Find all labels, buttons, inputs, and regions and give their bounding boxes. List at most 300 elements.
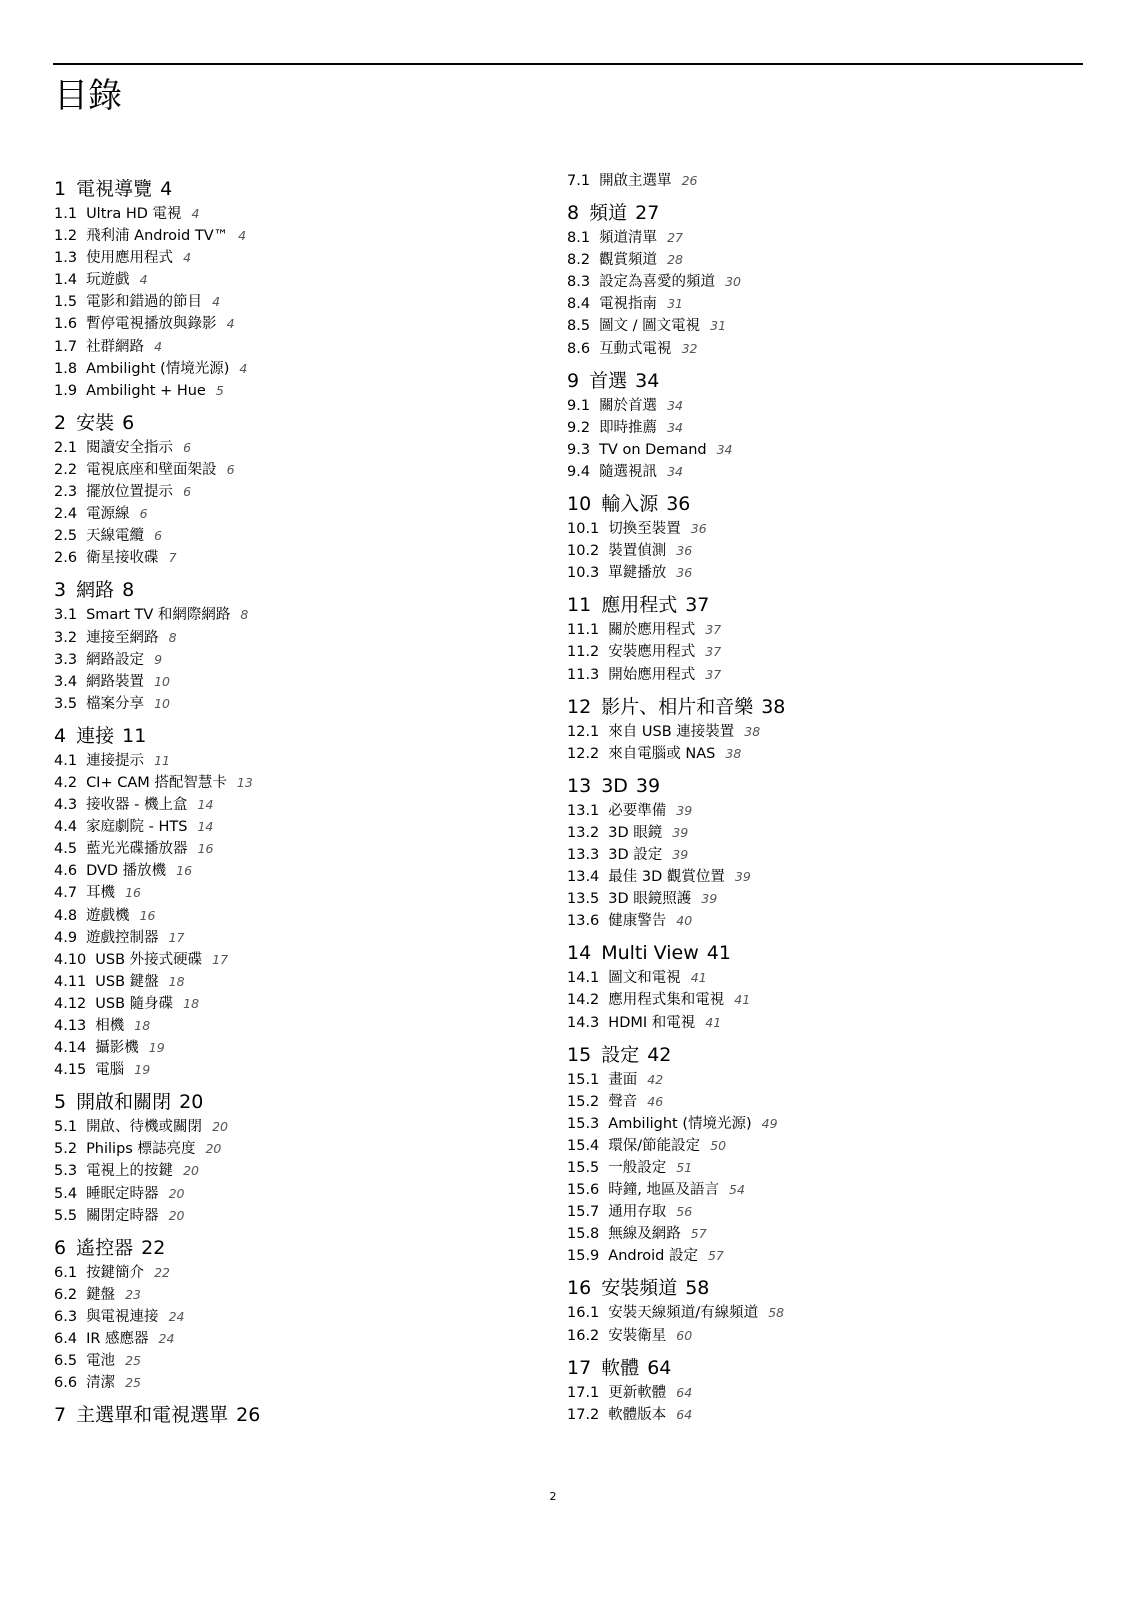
toc-entry[interactable] [567,417,1047,439]
toc-entry[interactable] [567,562,1047,584]
toc-label: 電視底座和壁面架設 [86,461,217,478]
toc-page-number: 27 [667,230,683,246]
toc-entry[interactable] [54,772,534,794]
toc-entry[interactable] [567,967,1047,989]
toc-label: 鍵盤 [86,1286,116,1303]
toc-entry[interactable] [567,1201,1047,1223]
toc-label: 社群網路 [86,338,145,355]
toc-num: 1.5 [54,294,78,311]
toc-entry[interactable] [54,269,534,291]
toc-entry[interactable] [54,1328,534,1350]
toc-num: 5.1 [54,1119,78,1136]
toc-num: 4 [54,724,67,747]
toc-page-number: 14 [197,797,214,813]
toc-label: 遊戲機 [86,907,130,924]
toc-page-number: 34 [635,369,660,392]
toc-chapter[interactable] [567,200,1047,227]
toc-page-number: 25 [125,1375,141,1391]
toc-num: 13.2 [567,824,600,841]
toc-entry[interactable] [54,1262,534,1284]
toc-entry[interactable] [567,170,1047,192]
toc-entry[interactable] [54,927,534,949]
toc-label: 應用程式 [601,594,678,617]
toc-page-number: 9 [154,651,163,667]
toc-label: 影片、相片和音樂 [601,695,754,718]
toc-page-number: 34 [667,397,683,413]
toc-page-number: 26 [236,1404,261,1427]
toc-entry[interactable] [54,794,534,816]
toc-label: 最佳 3D 觀賞位置 [608,869,725,886]
toc-page-number: 37 [705,666,722,682]
toc-page-number: 64 [647,1356,672,1379]
toc-page-number: 10 [154,695,170,711]
toc-entry[interactable] [567,664,1047,686]
toc-entry[interactable] [54,604,534,626]
toc-num: 4.3 [54,797,78,814]
toc-label: 一般設定 [608,1160,667,1176]
toc-label: Ambilight + Hue [86,382,206,399]
toc-label: 按鍵簡介 [86,1264,145,1281]
toc-entry[interactable] [54,1116,534,1138]
toc-num: 10 [567,493,592,516]
toc-num: 2.1 [54,439,78,456]
toc-page-number: 41 [690,970,707,986]
toc-entry[interactable] [54,949,534,971]
toc-num: 1.3 [54,250,78,267]
toc-num: 5 [54,1091,67,1114]
toc-label: 必要準備 [608,802,667,819]
toc-num: 2.3 [54,484,78,501]
toc-page-number: 64 [676,1384,693,1400]
toc-label: USB 外接式硬碟 [95,951,203,968]
toc-entry[interactable] [567,822,1047,844]
toc-entry[interactable] [54,649,534,671]
toc-label: IR 感應器 [86,1331,149,1348]
toc-page-number: 19 [148,1040,165,1056]
toc-label: Philips 標誌亮度 [86,1141,196,1158]
toc-entry[interactable] [567,1223,1047,1245]
toc-entry[interactable] [54,336,534,358]
toc-page-number: 4 [226,316,235,332]
toc-label: 首選 [589,369,628,392]
toc-page-number: 20 [168,1185,185,1201]
toc-label: 衛星接收碟 [86,550,159,567]
toc-page-number: 8 [122,579,135,602]
toc-entry[interactable] [54,1306,534,1328]
toc-entry[interactable] [567,338,1047,360]
toc-num: 12.1 [567,723,600,740]
toc-label: 飛利浦 Android TV™ [86,228,229,245]
toc-entry[interactable] [54,905,534,927]
toc-num: 1 [54,178,67,200]
toc-num: 4.2 [54,774,78,791]
toc-entry[interactable] [567,395,1047,417]
toc-page-number: 20 [212,1119,228,1135]
toc-entry[interactable] [54,459,534,481]
toc-label: 天線電纜 [86,528,145,545]
toc-page-number: 18 [168,973,185,989]
toc-label: 即時推薦 [599,419,658,436]
toc-entry[interactable] [567,249,1047,271]
toc-label: 電腦 [95,1062,125,1079]
toc-label: 家庭劇院 - HTS [86,819,188,836]
toc-page-number: 36 [676,565,693,581]
toc-page-number: 58 [685,1277,710,1300]
toc-entry[interactable] [567,844,1047,866]
toc-entry[interactable] [54,693,534,715]
toc-num: 7 [54,1404,67,1427]
toc-label: 觀賞頻道 [599,252,658,269]
toc-entry[interactable] [54,313,534,335]
toc-entry[interactable] [54,1350,534,1372]
toc-label: 輸入源 [601,493,659,516]
toc-entry[interactable] [567,800,1047,822]
toc-label: 電池 [86,1353,116,1370]
toc-page-number: 41 [706,942,731,965]
toc-entry[interactable] [54,971,534,993]
toc-label: 網路設定 [86,651,145,668]
toc-entry[interactable] [567,439,1047,461]
toc-num: 2.6 [54,550,78,567]
toc-page-number: 4 [160,178,173,200]
toc-num: 15.7 [567,1204,600,1221]
toc-label: 3D 眼鏡照護 [608,891,692,908]
toc-page-number: 8 [240,607,249,623]
toc-entry[interactable] [567,910,1047,932]
toc-entry[interactable] [54,247,534,269]
toc-page-number: 58 [768,1305,785,1321]
toc-entry[interactable] [54,816,534,838]
toc-page-number: 30 [725,274,741,290]
toc-label: 更新軟體 [608,1384,667,1401]
toc-entry[interactable] [567,721,1047,743]
toc-num: 13.5 [567,891,600,908]
toc-label: 裝置偵測 [608,543,667,560]
toc-page-number: 54 [729,1182,745,1198]
toc-num: 4.7 [54,885,78,902]
toc-label: 健康警告 [608,913,667,930]
toc-label: 攝影機 [95,1040,139,1057]
toc-label: 軟體 [601,1356,640,1379]
toc-entry[interactable] [567,518,1047,540]
toc-label: CI+ CAM 搭配智慧卡 [86,774,227,791]
toc-page-number: 37 [705,644,722,660]
toc-chapter[interactable] [567,1275,1047,1302]
toc-num: 10.2 [567,543,600,560]
toc-entry[interactable] [567,619,1047,641]
toc-page-number: 42 [647,1071,664,1087]
toc-label: 開始應用程式 [608,666,696,683]
toc-label: 連接提示 [86,752,145,769]
toc-page-number: 23 [125,1286,141,1302]
toc-entry[interactable] [54,380,534,402]
toc-page-number: 27 [635,202,660,225]
toc-label: USB 隨身碟 [95,995,174,1012]
toc-num: 9.1 [567,397,591,414]
toc-label: 睡眠定時器 [86,1185,159,1202]
toc-entry[interactable] [54,860,534,882]
toc-label: 電影和錯過的節目 [86,294,203,311]
toc-label: 安裝天線頻道/有線頻道 [608,1305,759,1322]
toc-page-number: 39 [734,869,751,885]
toc-page-number: 14 [197,819,214,835]
toc-entry[interactable] [567,989,1047,1011]
toc-num: 4.13 [54,1018,87,1034]
toc-entry[interactable] [54,547,534,569]
toc-entry[interactable] [54,437,534,459]
toc-num: 2.4 [54,506,78,523]
toc-page-number: 4 [191,206,200,221]
toc-entry[interactable] [54,503,534,525]
toc-num: 16 [567,1277,592,1300]
toc-page-number: 41 [734,992,751,1008]
toc-chapter[interactable] [567,1042,1047,1069]
toc-page-number: 38 [725,745,742,761]
toc-page-number: 16 [197,841,214,857]
toc-entry[interactable] [54,203,534,225]
toc-entry[interactable] [54,1037,534,1059]
toc-label: 3D 設定 [608,846,663,863]
toc-label: 環保/節能設定 [608,1137,701,1154]
toc-num: 6.5 [54,1353,78,1370]
toc-label: 頻道清單 [599,230,658,247]
toc-entry[interactable] [567,271,1047,293]
toc-chapter[interactable] [54,1089,534,1116]
toc-page-number: 6 [183,439,192,455]
toc-page-number: 4 [212,294,221,310]
toc-entry[interactable] [567,540,1047,562]
toc-num: 5.5 [54,1207,78,1224]
toc-label: 來自電腦或 NAS [608,745,716,762]
toc-entry[interactable] [54,627,534,649]
toc-entry[interactable] [567,315,1047,337]
toc-entry[interactable] [54,750,534,772]
toc-entry[interactable] [54,882,534,904]
toc-page-number: 20 [183,1163,199,1179]
toc-page-number: 34 [667,419,683,435]
toc-page-number: 6 [226,461,235,477]
toc-num: 4.15 [54,1062,87,1079]
toc-page-number: 4 [238,228,247,244]
toc-num: 12.2 [567,745,600,762]
toc-entry[interactable] [54,1015,534,1037]
toc-label: 清潔 [86,1375,116,1392]
toc-entry[interactable] [567,641,1047,663]
toc-chapter[interactable] [54,577,534,604]
toc-page-number: 6 [139,506,148,522]
toc-num: 6.1 [54,1264,78,1281]
toc-num: 11.1 [567,622,600,639]
toc-num: 14.1 [567,970,600,987]
toc-chapter[interactable] [54,1235,534,1262]
toc-page-number: 16 [176,863,193,879]
toc-chapter[interactable] [54,1402,534,1429]
toc-chapter[interactable] [567,940,1047,967]
toc-page-number: 60 [676,1327,693,1343]
toc-page-number: 6 [183,484,192,500]
toc-num: 4.10 [54,951,87,968]
toc-num: 4.9 [54,929,78,946]
toc-page-number: 40 [676,913,693,929]
toc-label: TV on Demand [599,441,707,458]
toc-num: 10.3 [567,565,600,582]
toc-page-number: 22 [141,1236,166,1259]
toc-chapter[interactable] [54,723,534,750]
toc-entry[interactable] [567,1157,1047,1179]
toc-page-number: 28 [667,252,683,268]
toc-page-number: 24 [168,1308,185,1324]
toc-entry[interactable] [567,1179,1047,1201]
toc-label: 隨選視訊 [599,463,658,480]
toc-chapter[interactable] [567,1355,1047,1382]
toc-chapter[interactable] [567,773,1047,800]
toc-page-number: 5 [215,382,224,398]
toc-page-number: 26 [681,173,698,188]
toc-num: 1.6 [54,316,78,333]
toc-page-number: 57 [690,1226,707,1242]
toc-label: 網路 [76,579,115,602]
toc-num: 3.4 [54,673,78,690]
toc-label: 耳機 [86,885,116,902]
toc-entry[interactable] [567,1404,1047,1426]
toc-page-number: 49 [761,1115,778,1131]
toc-label: Multi View [601,942,699,965]
toc-num: 13.6 [567,913,600,930]
toc-entry[interactable] [567,1382,1047,1404]
toc-page-number: 18 [134,1018,151,1033]
toc-page-number: 4 [139,272,148,288]
toc-num: 8.4 [567,296,591,313]
toc-num: 8.6 [567,340,591,357]
toc-entry[interactable] [567,293,1047,315]
toc-num: 8.2 [567,252,591,269]
toc-label: 遙控器 [76,1236,134,1259]
toc-num: 12 [567,695,592,718]
toc-entry[interactable] [54,838,534,860]
toc-num: 5.3 [54,1163,78,1180]
toc-label: 玩遊戲 [86,272,130,289]
toc-entry[interactable] [567,1091,1047,1113]
toc-entry[interactable] [567,1113,1047,1135]
toc-num: 6.6 [54,1375,78,1392]
toc-page-number: 42 [647,1043,672,1066]
toc-entry[interactable] [54,225,534,247]
toc-num: 4.8 [54,907,78,924]
toc-num: 15 [567,1043,592,1066]
toc-num: 14.2 [567,992,600,1009]
toc-num: 11.3 [567,666,600,683]
toc-label: 頻道 [589,202,628,225]
toc-entry[interactable] [567,1245,1047,1267]
toc-entry[interactable] [54,358,534,380]
toc-label: 閱讀安全指示 [86,439,174,456]
toc-num: 13.4 [567,869,600,886]
toc-num: 13 [567,774,592,797]
toc-entry[interactable] [54,1372,534,1394]
toc-entry[interactable] [567,1069,1047,1091]
toc-num: 9 [567,369,580,392]
toc-label: 電視指南 [599,296,658,313]
toc-page-number: 11 [154,752,170,768]
toc-chapter[interactable] [567,368,1047,395]
toc-entry[interactable] [54,525,534,547]
toc-num: 4.11 [54,973,87,990]
toc-label: 聲音 [608,1093,638,1110]
toc-entry[interactable] [567,1302,1047,1324]
toc-page-number: 7 [168,550,177,566]
toc-page-number: 22 [154,1264,170,1280]
toc-entry[interactable] [54,671,534,693]
toc-num: 4.5 [54,841,78,858]
toc-num: 4.14 [54,1040,87,1057]
toc-label: 安裝衛星 [608,1327,667,1344]
toc-page-number: 4 [154,338,163,354]
toc-num: 8 [567,202,580,225]
toc-label: 安裝應用程式 [608,644,696,661]
toc-entry[interactable] [567,227,1047,249]
toc-page-number: 39 [672,824,689,840]
toc-num: 3 [54,579,67,602]
toc-num: 3.3 [54,651,78,668]
toc-chapter[interactable] [567,491,1047,518]
toc-num: 9.4 [567,463,591,480]
toc-page-number: 38 [761,695,786,718]
toc-entry[interactable] [567,461,1047,483]
toc-entry[interactable] [567,866,1047,888]
toc-label: 連接至網路 [86,629,159,646]
toc-label: 設定 [601,1043,640,1066]
toc-num: 1.9 [54,382,78,399]
toc-page-number: 32 [681,340,698,356]
toc-chapter[interactable] [54,176,534,203]
toc-label: 3D [601,774,628,797]
toc-num: 2 [54,411,67,434]
toc-entry[interactable] [54,481,534,503]
toc-entry[interactable] [567,1135,1047,1157]
toc-num: 11 [567,594,592,617]
toc-label: 安裝 [76,411,115,434]
toc-entry[interactable] [54,1160,534,1182]
toc-page-number: 19 [134,1062,151,1078]
toc-label: 時鐘, 地區及語言 [608,1182,720,1199]
toc-entry[interactable] [54,1183,534,1205]
toc-chapter[interactable] [567,694,1047,721]
toc-label: 安裝頻道 [601,1277,678,1300]
toc-entry[interactable] [54,1059,534,1081]
toc-chapter[interactable] [54,410,534,437]
toc-entry[interactable] [567,888,1047,910]
toc-chapter[interactable] [567,592,1047,619]
toc-page-number: 31 [667,296,683,312]
toc-label: 切換至裝置 [608,521,681,538]
header-rule [53,63,1083,65]
toc-page-number: 20 [205,1141,222,1157]
toc-entry[interactable] [567,743,1047,765]
toc-entry[interactable] [54,1284,534,1306]
toc-entry[interactable] [567,1325,1047,1347]
toc-num: 6.3 [54,1308,78,1325]
toc-page-number: 37 [685,594,710,617]
toc-label: 連接 [76,724,115,747]
toc-page-number: 4 [239,360,248,376]
toc-entry[interactable] [54,1205,534,1227]
toc-page-number: 16 [125,885,141,901]
toc-entry[interactable] [54,993,534,1015]
toc-page-number: 17 [168,929,185,945]
toc-entry[interactable] [54,291,534,313]
toc-entry[interactable] [54,1138,534,1160]
toc-entry[interactable] [567,1012,1047,1034]
